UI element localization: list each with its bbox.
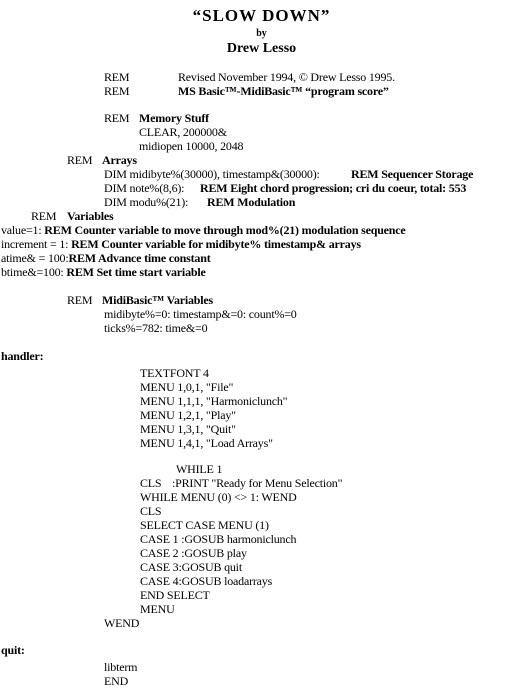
menu-play-line: MENU 1,2,1, "Play" bbox=[140, 408, 236, 422]
rem-midibasic-variables-line: REM MidiBasic™ Variables bbox=[67, 293, 214, 307]
end-line: END bbox=[104, 674, 129, 688]
select-case-line: SELECT CASE MENU (1) bbox=[140, 518, 269, 532]
byline-by: by bbox=[256, 28, 267, 39]
while-menu-wend-line: WHILE MENU (0) <> 1: WEND bbox=[140, 490, 297, 504]
ticks-init-line: ticks%=782: time&=0 bbox=[104, 321, 208, 335]
case-3-line: CASE 3:GOSUB quit bbox=[140, 560, 242, 574]
handler-label: handler: bbox=[1, 349, 44, 363]
atime-assignment-line: atime& = 100:REM Advance time constant bbox=[1, 251, 211, 265]
menu-harmoniclunch-line: MENU 1,1,1, "Harmoniclunch" bbox=[140, 394, 288, 408]
end-select-line: END SELECT bbox=[140, 588, 210, 602]
while-line: WHILE 1 bbox=[176, 462, 223, 476]
dim-midibyte-line: DIM midibyte%(30000), timestamp&(30000): REM Sequencer Storage bbox=[104, 167, 474, 181]
increment-assignment-line: increment = 1: REM Counter variable for midibyte% timestamp& arrays bbox=[1, 237, 361, 251]
textfont-line: TEXTFONT 4 bbox=[140, 366, 209, 380]
document-title: “SLOW DOWN” bbox=[192, 6, 331, 25]
rem-program-score-line: REM MS Basic™-MidiBasic™ “program score” bbox=[104, 84, 389, 98]
dim-modu-line: DIM modu%(21): REM Modulation bbox=[104, 195, 296, 209]
case-2-line: CASE 2 :GOSUB play bbox=[140, 546, 247, 560]
menu-quit-line: MENU 1,3,1, "Quit" bbox=[140, 422, 236, 436]
case-4-line: CASE 4:GOSUB loadarrays bbox=[140, 574, 273, 588]
clear-statement-line: CLEAR, 200000& bbox=[139, 125, 227, 139]
libterm-line: libterm bbox=[104, 660, 138, 674]
menu-line: MENU bbox=[140, 602, 175, 616]
rem-arrays-line: REM Arrays bbox=[67, 153, 137, 167]
dim-note-line: DIM note%(8,6): REM Eight chord progression; cri du coeur, total: 553 bbox=[104, 181, 467, 195]
value-assignment-line: value=1: REM Counter variable to move through mod%(21) modulation sequence bbox=[1, 223, 406, 237]
rem-memory-stuff-line: REM Memory Stuff bbox=[104, 111, 209, 125]
menu-file-line: MENU 1,0,1, "File" bbox=[140, 380, 234, 394]
midiopen-statement-line: midiopen 10000, 2048 bbox=[139, 139, 244, 153]
cls-print-line: CLS :PRINT "Ready for Menu Selection" bbox=[140, 476, 343, 490]
menu-load-arrays-line: MENU 1,4,1, "Load Arrays" bbox=[140, 436, 273, 450]
case-1-line: CASE 1 :GOSUB harmoniclunch bbox=[140, 532, 297, 546]
cls-line: CLS bbox=[140, 504, 162, 518]
author-name: Drew Lesso bbox=[226, 41, 297, 56]
quit-label: quit: bbox=[1, 643, 25, 657]
midibyte-init-line: midibyte%=0: timestamp&=0: count%=0 bbox=[104, 307, 297, 321]
rem-variables-line: REM Variables bbox=[31, 209, 114, 223]
wend-line: WEND bbox=[104, 616, 140, 630]
btime-assignment-line: btime&=100: REM Set time start variable bbox=[1, 265, 206, 279]
rem-revised-line: REM Revised November 1994, © Drew Lesso 1995. bbox=[104, 70, 395, 84]
